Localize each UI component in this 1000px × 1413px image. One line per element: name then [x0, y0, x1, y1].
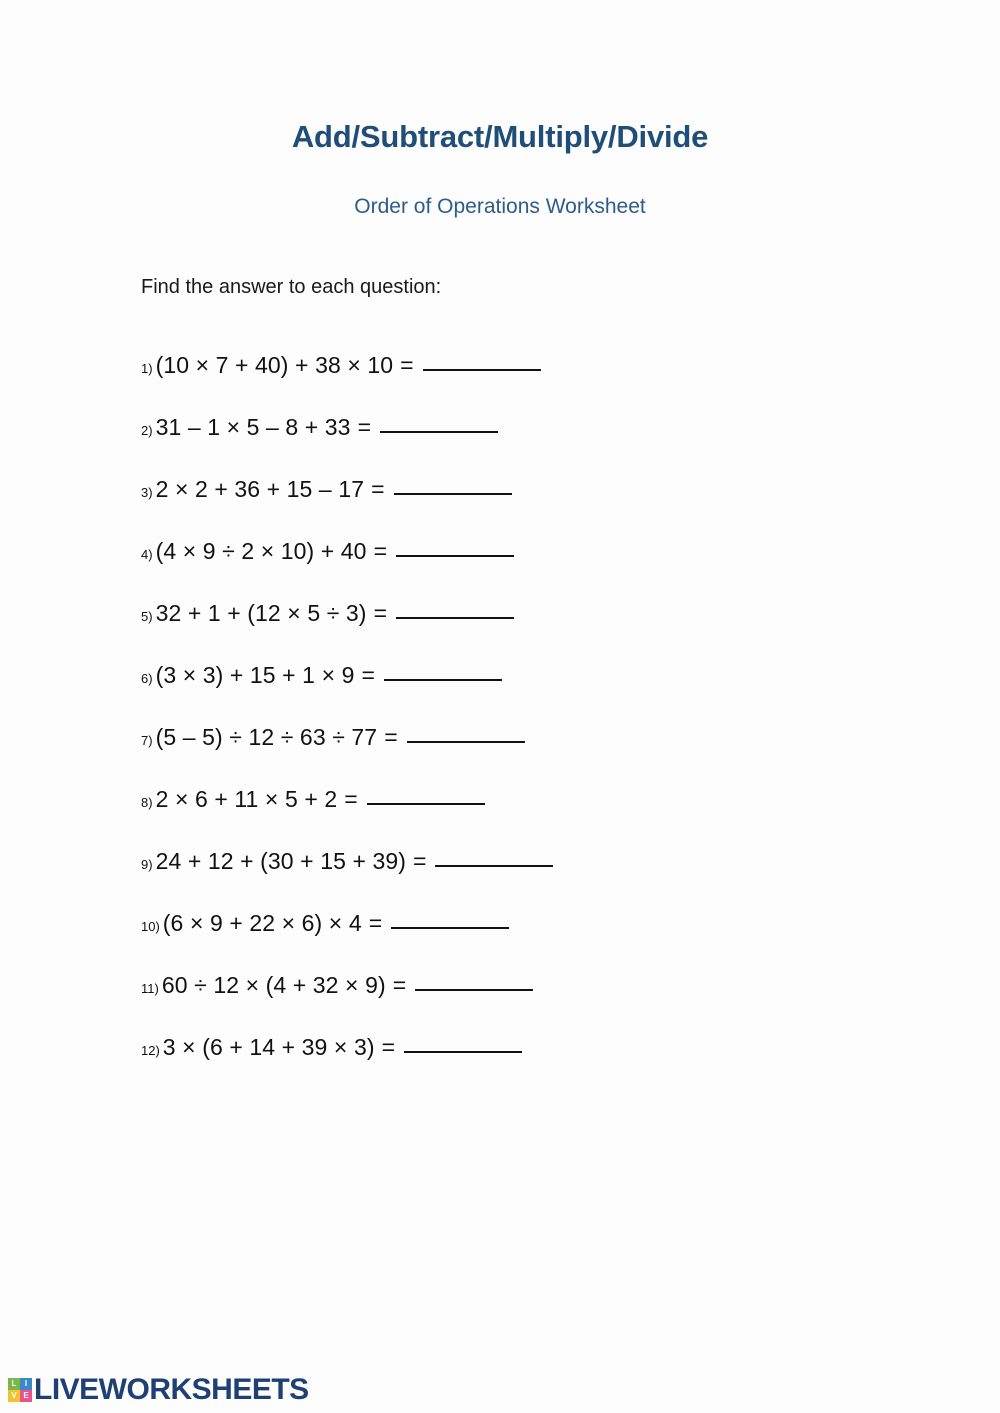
question-number: 10) [141, 919, 160, 934]
question-row [141, 414, 861, 476]
question-row [141, 600, 861, 662]
question-number: 1) [141, 361, 153, 376]
equals-sign: = [371, 476, 385, 502]
logo-tile-i: I [20, 1378, 32, 1390]
instruction-text: Find the answer to each question: [141, 276, 442, 298]
equals-sign: = [384, 724, 398, 750]
question-expression: 3 × (6 + 14 + 39 × 3) [162, 1034, 375, 1060]
question-number: 9) [141, 857, 153, 872]
answer-blank[interactable] [391, 927, 509, 929]
logo-tile-l: L [8, 1378, 20, 1390]
answer-blank[interactable] [396, 555, 514, 557]
question-row [141, 662, 861, 724]
answer-blank[interactable] [380, 431, 498, 433]
question-expression: (5 – 5) ÷ 12 ÷ 63 ÷ 77 [155, 724, 378, 750]
question-expression: (3 × 3) + 15 + 1 × 9 [155, 662, 355, 688]
question-number: 3) [141, 485, 153, 500]
question-row [141, 848, 861, 910]
question-row [141, 724, 861, 786]
question-expression: (6 × 9 + 22 × 6) × 4 [162, 910, 362, 936]
equals-sign: = [413, 848, 427, 874]
answer-blank[interactable] [367, 803, 485, 805]
answer-blank[interactable] [435, 865, 553, 867]
liveworksheets-logo[interactable] [8, 1375, 309, 1405]
equals-sign: = [361, 662, 375, 688]
question-number: 5) [141, 609, 153, 624]
question-expression: 2 × 6 + 11 × 5 + 2 [155, 786, 338, 812]
question-number: 12) [141, 1043, 160, 1058]
question-row [141, 352, 861, 414]
question-row [141, 476, 861, 538]
question-number: 11) [141, 981, 159, 996]
question-row [141, 786, 861, 848]
equals-sign: = [344, 786, 358, 812]
logo-wordmark: LIVEWORKSHEETS [34, 1373, 309, 1406]
equals-sign: = [400, 352, 414, 378]
page-subtitle: Order of Operations Worksheet [354, 195, 646, 218]
question-number: 4) [141, 547, 153, 562]
answer-blank[interactable] [384, 679, 502, 681]
logo-tiles-icon [8, 1378, 32, 1402]
equals-sign: = [357, 414, 372, 440]
question-expression: (10 × 7 + 40) + 38 × 10 [155, 352, 394, 378]
question-number: 8) [141, 795, 153, 810]
question-list [141, 352, 861, 1096]
equals-sign: = [368, 910, 383, 936]
question-expression: (4 × 9 ÷ 2 × 10) + 40 [155, 538, 367, 564]
equals-sign: = [373, 600, 387, 626]
logo-tile-e: E [20, 1390, 32, 1402]
logo-tile-v: V [8, 1390, 20, 1402]
question-row [141, 538, 861, 600]
answer-blank[interactable] [407, 741, 525, 743]
equals-sign: = [381, 1034, 396, 1060]
answer-blank[interactable] [404, 1051, 522, 1053]
question-expression: 32 + 1 + (12 × 5 ÷ 3) [155, 600, 367, 626]
question-number: 6) [141, 671, 153, 686]
question-expression: 31 – 1 × 5 – 8 + 33 [155, 414, 351, 440]
page-title: Add/Subtract/Multiply/Divide [291, 119, 709, 154]
question-row [141, 910, 861, 972]
answer-blank[interactable] [396, 617, 514, 619]
answer-blank[interactable] [415, 989, 533, 991]
equals-sign: = [373, 538, 387, 564]
answer-blank[interactable] [394, 493, 512, 495]
question-row [141, 972, 861, 1034]
question-number: 7) [141, 733, 153, 748]
question-expression: 2 × 2 + 36 + 15 – 17 [155, 476, 365, 502]
question-row [141, 1034, 861, 1096]
question-expression: 60 ÷ 12 × (4 + 32 × 9) [161, 972, 386, 998]
question-expression: 24 + 12 + (30 + 15 + 39) [155, 848, 407, 874]
answer-blank[interactable] [423, 369, 541, 371]
equals-sign: = [392, 972, 407, 998]
question-number: 2) [141, 423, 153, 438]
